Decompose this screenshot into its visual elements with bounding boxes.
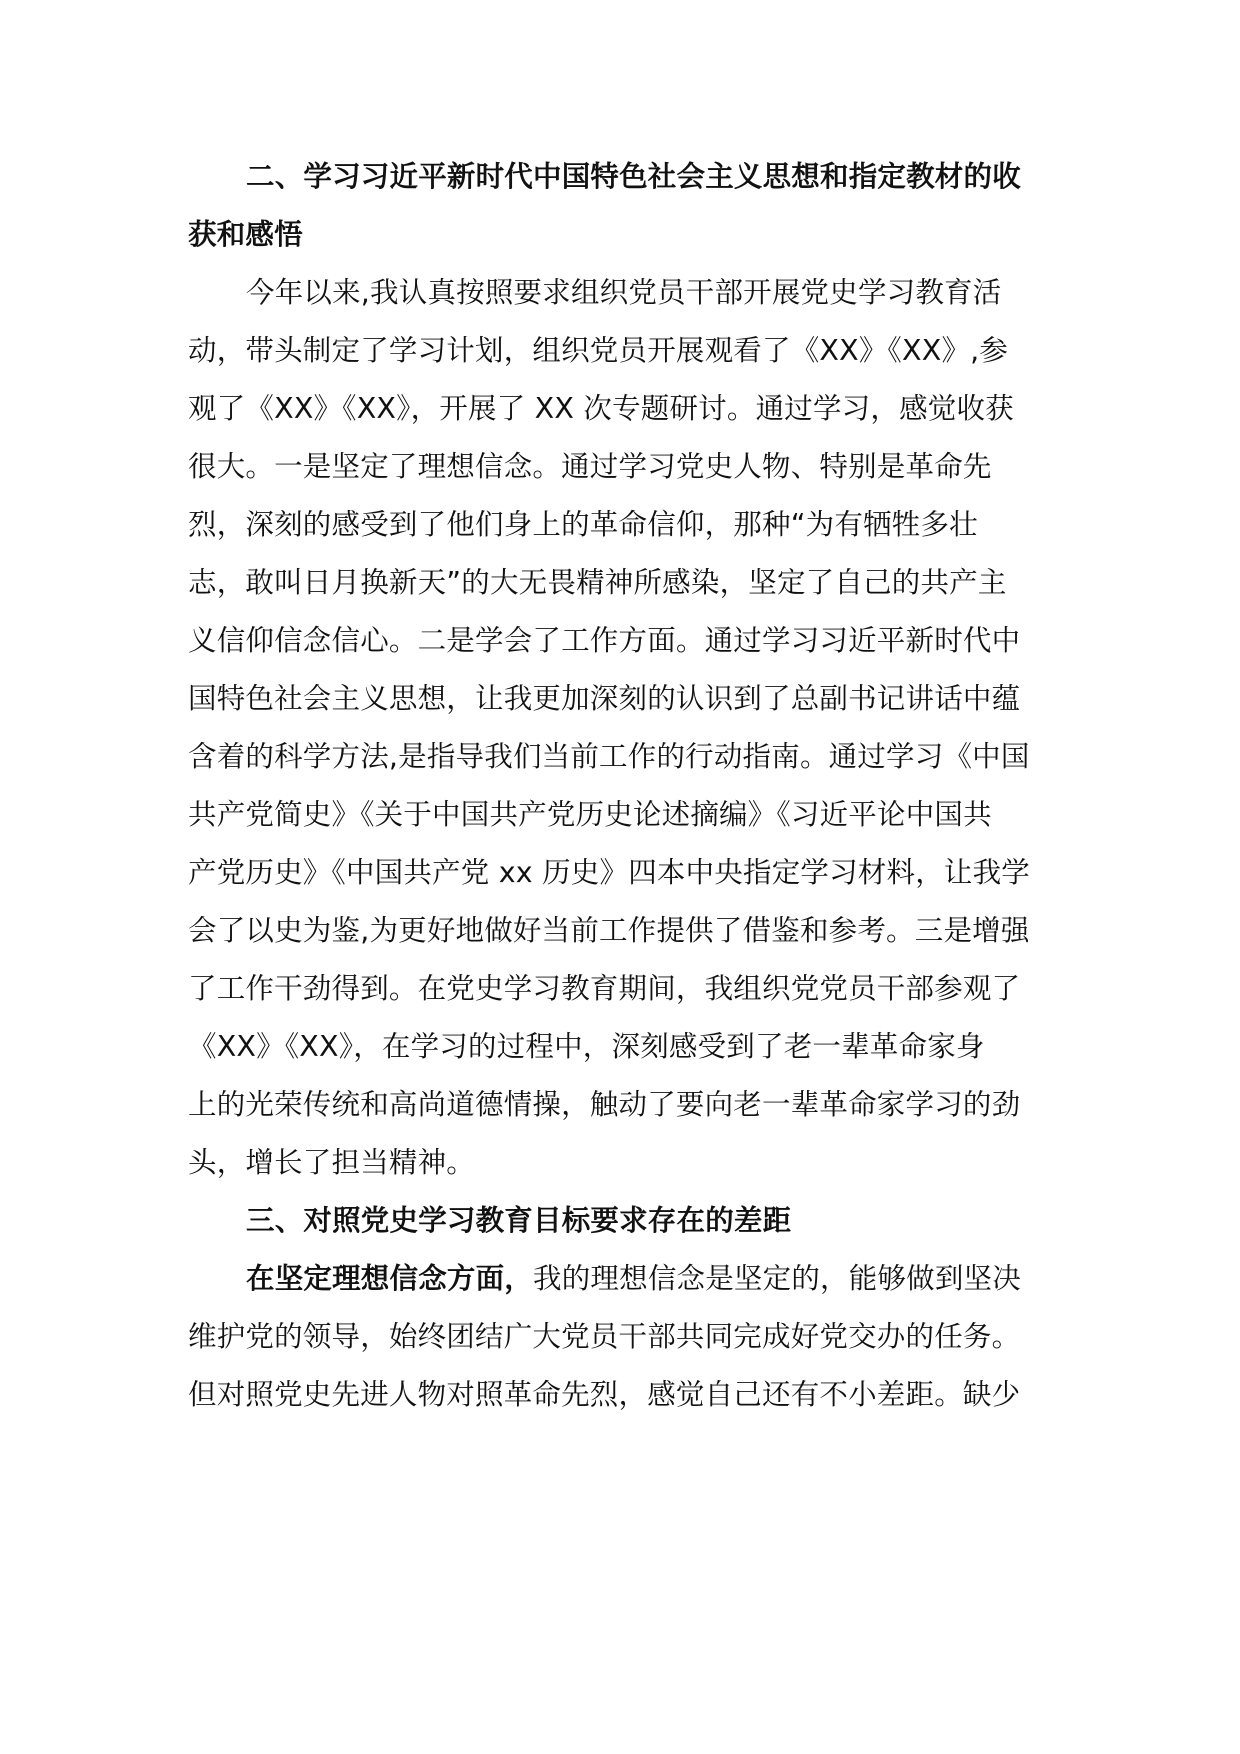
paragraph-line: 志，敢叫日月换新天”的大无畏精神所感染，坚定了自己的共产主: [188, 566, 1007, 599]
paragraph-line: 今年以来,我认真按照要求组织党员干部开展党史学习教育活: [246, 276, 1002, 309]
section-heading-3: 三、对照党史学习教育目标要求存在的差距: [246, 1204, 792, 1237]
section-heading-2: 二、学习习近平新时代中国特色社会主义思想和指定教材的收: [246, 160, 1021, 193]
paragraph-line: 维护党的领导，始终团结广大党员干部共同完成好党交办的任务。: [188, 1320, 1021, 1353]
bold-lead-phrase: 在坚定理想信念方面，: [246, 1262, 534, 1295]
paragraph-line: 观了《XX》《XX》，开展了 XX 次专题研讨。通过学习，感觉收获: [188, 392, 1014, 425]
paragraph-line: 烈，深刻的感受到了他们身上的革命信仰，那种“为有牺牲多壮: [188, 508, 978, 541]
paragraph-line: 会了以史为鉴,为更好地做好当前工作提供了借鉴和参考。三是增强: [188, 914, 1030, 947]
paragraph-line: 共产党简史》《关于中国共产党历史论述摘编》《习近平论中国共: [188, 798, 992, 831]
section-heading-2-continued: 获和感悟: [188, 218, 303, 251]
paragraph-text: 我的理想信念是坚定的，能够做到坚决: [533, 1262, 1021, 1295]
paragraph-line: 头，增长了担当精神。: [188, 1146, 476, 1179]
paragraph-line: 义信仰信念信心。二是学会了工作方面。通过学习习近平新时代中: [188, 624, 1021, 657]
paragraph-line: 产党历史》《中国共产党 xx 历史》四本中央指定学习材料，让我学: [188, 856, 1031, 889]
paragraph-line: 《XX》《XX》，在学习的过程中，深刻感受到了老一辈革命家身: [188, 1030, 985, 1063]
paragraph-line: 但对照党史先进人物对照革命先烈，感觉自己还有不小差距。缺少: [188, 1378, 1021, 1411]
paragraph-line: 动，带头制定了学习计划，组织党员开展观看了《XX》《XX》,参: [188, 334, 1009, 367]
paragraph-first-line: [246, 1259, 1021, 1299]
paragraph-line: 了工作干劲得到。在党史学习教育期间，我组织党党员干部参观了: [188, 972, 1021, 1005]
paragraph-line: 上的光荣传统和高尚道德情操，触动了要向老一辈革命家学习的劲: [188, 1088, 1021, 1121]
paragraph-line: 含着的科学方法,是指导我们当前工作的行动指南。通过学习《中国: [188, 740, 1030, 773]
paragraph-line: 很大。一是坚定了理想信念。通过学习党史人物、特别是革命先: [188, 450, 992, 483]
paragraph-line: 国特色社会主义思想，让我更加深刻的认识到了总副书记讲话中蕴: [188, 682, 1021, 715]
